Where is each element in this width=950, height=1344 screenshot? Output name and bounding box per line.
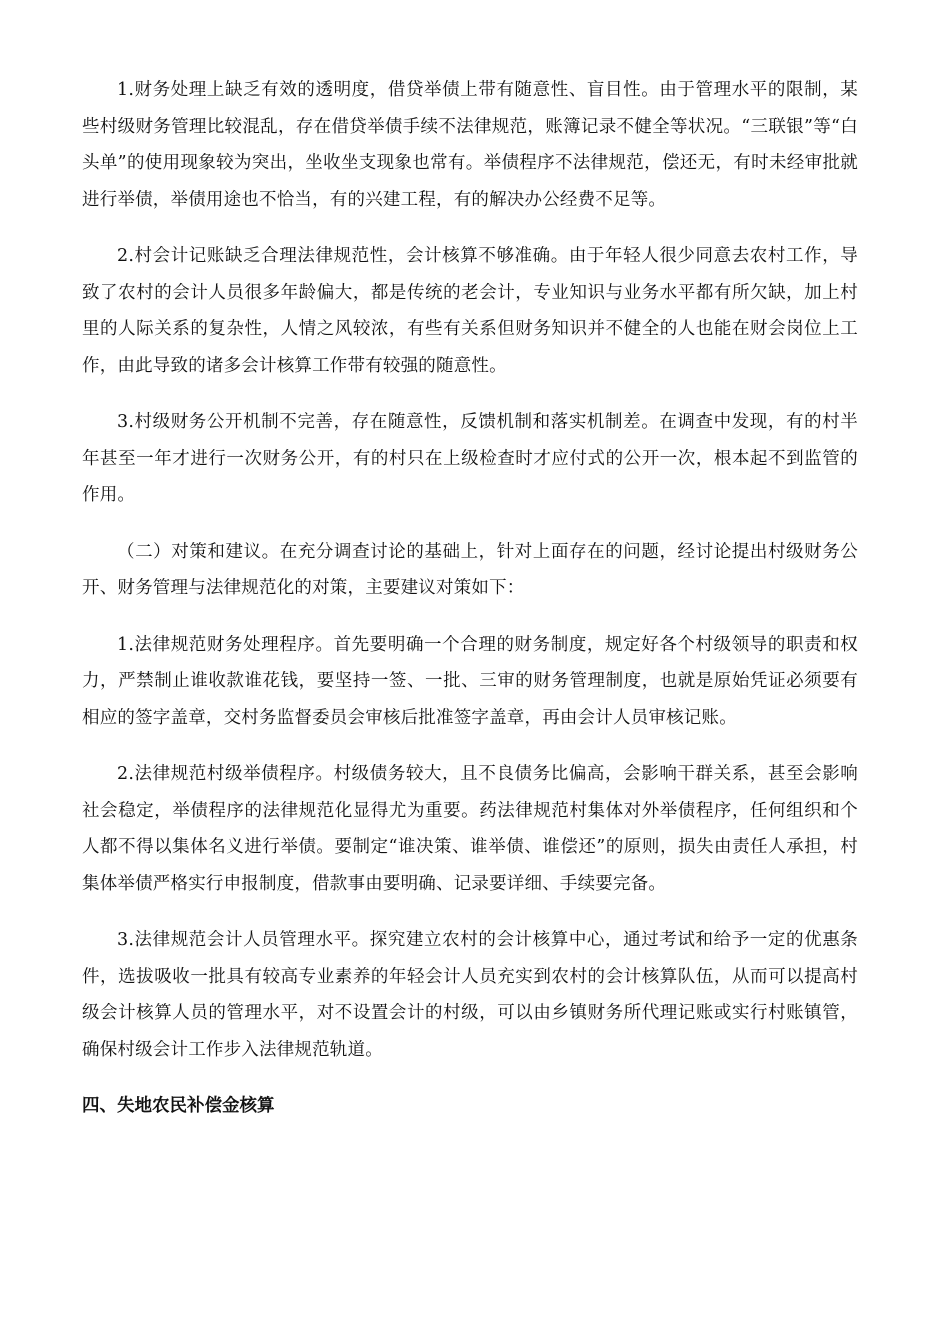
document-page [82, 72, 858, 1124]
paragraph-problem-2: 2.村会计记账缺乏合理法律规范性，会计核算不够准确。由于年轻人很少同意去农村工作，导致了农村的会计人员很多年龄偏大，都是传统的老会计，专业知识与业务水平都有所欠缺，加上村里的人际关系的复杂性，人情之风较浓，有些有关系但财务知识并不健全的人也能在财会岗位上工作，由此导致的诸多会计核算工作带有较强的随意性。 [82, 246, 858, 376]
paragraph-countermeasures-intro: （二）对策和建议。在充分调查讨论的基础上，针对上面存在的问题，经讨论提出村级财务公开、财务管理与法律规范化的对策，主要建议对策如下： [82, 541, 858, 598]
section-heading: 四、失地农民补偿金核算 [82, 1096, 275, 1116]
paragraph-problem-3: 3.村级财务公开机制不完善，存在随意性，反馈机制和落实机制差。在调查中发现，有的村半年甚至一年才进行一次财务公开，有的村只在上级检查时才应付式的公开一次，根本起不到监管的作用。 [82, 412, 858, 505]
paragraph-countermeasure-3: 3.法律规范会计人员管理水平。探究建立农村的会计核算中心，通过考试和给予一定的优惠条件，选拔吸收一批具有较高专业素养的年轻会计人员充实到农村的会计核算队伍，从而可以提高村级会计核算人员的管理水平，对不设置会计的村级，可以由乡镇财务所代理记账或实行村账镇管，确保村级会计工作步入法律规范轨道。 [82, 930, 858, 1060]
paragraph-problem-1: 1.财务处理上缺乏有效的透明度，借贷举债上带有随意性、盲目性。由于管理水平的限制，某些村级财务管理比较混乱，存在借贷举债手续不法律规范，账簿记录不健全等状况。“三联银”等“白头单”的使用现象较为突出，坐收坐支现象也常有。举债程序不法律规范，偿还无，有时未经审批就进行举债，举债用途也不恰当，有的兴建工程，有的解决办公经费不足等。 [82, 80, 858, 210]
paragraph-countermeasure-1: 1.法律规范财务处理程序。首先要明确一个合理的财务制度，规定好各个村级领导的职责和权力，严禁制止谁收款谁花钱，要坚持一签、一批、三审的财务管理制度，也就是原始凭证必须要有相应的签字盖章，交村务监督委员会审核后批准签字盖章，再由会计人员审核记账。 [82, 634, 858, 728]
paragraph-countermeasure-2: 2.法律规范村级举债程序。村级债务较大，且不良债务比偏高，会影响干群关系，甚至会影响社会稳定，举债程序的法律规范化显得尤为重要。药法律规范村集体对外举债程序，任何组织和个人都不得以集体名义进行举债。要制定“谁决策、谁举债、谁偿还”的原则，损失由责任人承担，村集体举债严格实行申报制度，借款事由要明确、记录要详细、手续要完备。 [82, 764, 858, 894]
